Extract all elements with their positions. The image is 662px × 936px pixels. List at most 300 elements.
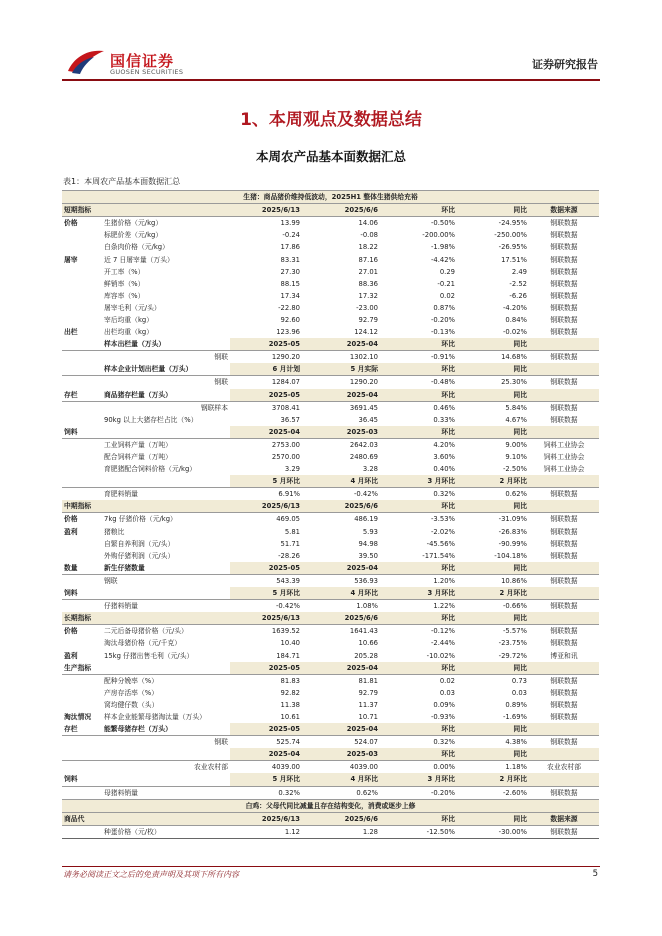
table-cell xyxy=(62,338,102,351)
table-cell: 样本企业能繁母猪淘汰量（万头） xyxy=(104,712,206,721)
table-cell: 钢联数据 xyxy=(550,490,578,499)
table-cell: 5.84% xyxy=(505,403,527,412)
table-subheader-row xyxy=(62,204,599,217)
table-cell: -200.00% xyxy=(422,231,455,240)
table-cell: 同比 xyxy=(457,562,529,575)
table-cell: 92.82 xyxy=(280,688,300,697)
table-cell: 469.05 xyxy=(276,515,300,524)
table-cell: -104.18% xyxy=(494,551,527,560)
table-cell: 36.45 xyxy=(358,415,378,424)
table-cell: 饲料 xyxy=(62,426,102,439)
table-cell: 5 月环比 xyxy=(230,773,302,786)
table-cell: 15kg 仔猪出售毛利（元/头） xyxy=(104,651,194,660)
table-cell: 产房存活率（%） xyxy=(104,688,159,697)
table-cell: 农业农村部 xyxy=(194,763,228,772)
table-cell: 钢联数据 xyxy=(550,243,578,252)
table-cell: 0.33% xyxy=(433,415,455,424)
table-cell: 钢联数据 xyxy=(550,738,578,747)
table-cell: 同比 xyxy=(457,723,529,736)
data-table xyxy=(62,190,599,839)
table-cell: 环比 xyxy=(380,662,457,675)
table-cell: 同比 xyxy=(457,812,529,825)
table-subheader-row xyxy=(62,662,599,675)
table-cell xyxy=(529,500,599,513)
table-cell: 同比 xyxy=(457,204,529,217)
table-cell xyxy=(62,376,102,389)
table-cell: -0.24 xyxy=(282,231,300,240)
table-row xyxy=(62,736,599,749)
table-cell: 17.86 xyxy=(280,243,300,252)
table-cell xyxy=(529,723,599,736)
table-cell: 环比 xyxy=(380,338,457,351)
table-cell: 钢联 xyxy=(104,576,118,585)
table-cell: -1.98% xyxy=(430,243,455,252)
table-row xyxy=(62,488,599,501)
table-cell: -4.42% xyxy=(430,255,455,264)
table-cell: 环比 xyxy=(380,204,457,217)
table-cell xyxy=(62,637,102,649)
table-cell: 同比 xyxy=(457,426,529,439)
table-cell: 5 月环比 xyxy=(230,475,302,488)
table-cell: 36.57 xyxy=(280,415,300,424)
table-cell: 2025-04 xyxy=(302,562,380,575)
data-table-container xyxy=(62,190,599,839)
table-cell: 盈利 xyxy=(64,651,78,660)
table-cell: 存栏 xyxy=(62,389,102,402)
table-cell xyxy=(102,500,230,513)
table-cell: 开工率（%） xyxy=(104,267,145,276)
table-subheader-row xyxy=(62,562,599,575)
table-cell: 出栏 xyxy=(64,328,78,337)
table-row xyxy=(62,414,599,426)
table-cell xyxy=(102,773,230,786)
table-cell xyxy=(529,562,599,575)
table-cell: -45.56% xyxy=(426,539,455,548)
table-cell: 屠宰毛利（元/头） xyxy=(104,303,161,312)
table-cell: 钢联数据 xyxy=(550,551,578,560)
table-cell: 2 月环比 xyxy=(457,475,529,488)
table-cell: 商品猪存栏量（万头） xyxy=(102,389,230,402)
table-cell: 库容率（%） xyxy=(104,291,145,300)
table-cell: 7kg 仔猪价格（元/kg） xyxy=(104,515,177,524)
page-number: 5 xyxy=(592,869,598,879)
table-cell: 1302.10 xyxy=(349,353,378,362)
table-cell xyxy=(62,786,102,799)
table-cell: 14.68% xyxy=(501,353,527,362)
table-cell: 2025/6/13 xyxy=(230,812,302,825)
table-cell: 2025-04 xyxy=(302,662,380,675)
table-cell: 2025-03 xyxy=(302,426,380,439)
table-cell: 4.20% xyxy=(433,440,455,449)
table-cell: 钢联数据 xyxy=(550,255,578,264)
table-cell: -90.99% xyxy=(498,539,527,548)
section-header-text: 白鸡：父母代同比减量且存在结构变化，消费或逐步上修 xyxy=(62,799,599,812)
table-cell: 486.19 xyxy=(354,515,378,524)
table-cell xyxy=(62,363,102,376)
table-cell: 51.71 xyxy=(280,539,300,548)
table-cell: 钢联 xyxy=(214,378,228,387)
table-cell: -0.42% xyxy=(275,602,300,611)
table-cell: 2025/6/13 xyxy=(230,204,302,217)
table-cell: 环比 xyxy=(380,426,457,439)
table-cell: -1.69% xyxy=(502,712,527,721)
table-subheader-row xyxy=(62,500,599,513)
table-cell: 1290.20 xyxy=(349,378,378,387)
table-cell: 钢联样本 xyxy=(200,403,228,412)
table-cell: 1290.20 xyxy=(271,353,300,362)
table-cell: -171.54% xyxy=(422,551,455,560)
table-cell: 数据来源 xyxy=(529,812,599,825)
table-cell: -0.21 xyxy=(437,279,455,288)
table-cell: 猪粮比 xyxy=(104,527,125,536)
table-cell xyxy=(62,574,102,587)
table-cell xyxy=(102,662,230,675)
table-cell: -2.50% xyxy=(502,465,527,474)
table-cell: 环比 xyxy=(380,812,457,825)
table-cell: -0.42% xyxy=(353,490,378,499)
table-subheader-row xyxy=(62,773,599,786)
table-row xyxy=(62,600,599,613)
table-cell: 83.31 xyxy=(280,255,300,264)
table-row xyxy=(62,513,599,526)
table-cell xyxy=(62,401,102,414)
table-cell: 2025-05 xyxy=(230,562,302,575)
table-row xyxy=(62,674,599,687)
table-cell: -0.66% xyxy=(502,602,527,611)
table-cell: 1.18% xyxy=(505,763,527,772)
table-row xyxy=(62,241,599,253)
table-row xyxy=(62,326,599,338)
table-cell: 母猪料销量 xyxy=(104,788,138,797)
header-divider xyxy=(62,79,600,81)
table-cell: 同比 xyxy=(457,612,529,625)
table-cell xyxy=(62,266,102,278)
table-cell: 农业农村部 xyxy=(547,763,582,772)
table-cell xyxy=(62,463,102,475)
table-cell xyxy=(62,290,102,302)
table-cell: 13.99 xyxy=(280,219,300,228)
table-cell xyxy=(529,662,599,675)
table-cell: 3 月环比 xyxy=(380,773,457,786)
footer-disclaimer: 请务必阅读正文之后的免责声明及其项下所有内容 xyxy=(63,870,239,879)
page-header xyxy=(0,0,662,80)
table-cell: 同比 xyxy=(457,338,529,351)
table-cell: 4 月环比 xyxy=(302,587,380,600)
section-title: 1、本周观点及数据总结 xyxy=(240,110,422,130)
table-cell: 环比 xyxy=(380,562,457,575)
table-cell: 环比 xyxy=(380,363,457,376)
table-row xyxy=(62,217,599,230)
table-cell: 17.32 xyxy=(358,291,378,300)
table-cell: 环比 xyxy=(380,612,457,625)
table-cell: 外购仔猪利润（元/头） xyxy=(104,551,175,560)
table-cell: 出栏均重（kg） xyxy=(104,328,154,337)
table-cell xyxy=(529,389,599,402)
table-cell: 1.20% xyxy=(433,576,455,585)
table-cell: 仔猪料销量 xyxy=(104,602,138,611)
table-cell: 近 7 日屠宰量（万头） xyxy=(104,255,174,264)
table-row xyxy=(62,550,599,562)
table-cell: 2025-05 xyxy=(230,389,302,402)
table-cell xyxy=(62,314,102,326)
table-cell: 2025-04 xyxy=(302,389,380,402)
table-cell: 样本企业计划出栏量（万头） xyxy=(102,363,230,376)
table-row xyxy=(62,574,599,587)
table-cell: 二元后备母猪价格（元/头） xyxy=(104,627,188,636)
table-cell: -31.09% xyxy=(498,515,527,524)
table-cell: 2753.00 xyxy=(271,440,300,449)
table-cell: 10.86% xyxy=(501,576,527,585)
table-cell: 钢联数据 xyxy=(550,576,578,585)
table-cell: 17.51% xyxy=(501,255,527,264)
table-cell: 0.73 xyxy=(511,676,527,685)
table-cell: -0.02% xyxy=(502,328,527,337)
table-cell: 钢联数据 xyxy=(550,539,578,548)
table-cell: 2025-04 xyxy=(230,748,302,761)
table-cell: 2642.03 xyxy=(349,440,378,449)
table-cell: 1639.52 xyxy=(271,627,300,636)
table-cell: 生猪价格（元/kg） xyxy=(104,219,163,228)
data-table-body xyxy=(62,191,599,839)
table-cell: 0.00% xyxy=(433,763,455,772)
table-cell xyxy=(529,338,599,351)
table-cell xyxy=(62,475,102,488)
table-cell: 价格 xyxy=(64,219,78,228)
table-cell: 4039.00 xyxy=(349,763,378,772)
table-cell: -2.44% xyxy=(430,639,455,648)
table-cell: 钢联数据 xyxy=(550,712,578,721)
table-row xyxy=(62,649,599,661)
table-cell xyxy=(62,825,102,838)
table-cell: 钢联数据 xyxy=(550,328,578,337)
table-cell: 1641.43 xyxy=(349,627,378,636)
table-cell: 5 月环比 xyxy=(230,587,302,600)
table-cell: 10.71 xyxy=(358,712,378,721)
table-cell: 9.00% xyxy=(505,440,527,449)
table-subheader-row xyxy=(62,812,599,825)
table-subheader-row xyxy=(62,363,599,376)
table-cell: 2025/6/13 xyxy=(230,500,302,513)
table-row xyxy=(62,401,599,414)
table-row xyxy=(62,687,599,699)
table-section-header xyxy=(62,799,599,812)
table-cell: -2.52 xyxy=(509,279,527,288)
table-cell: 2025-05 xyxy=(230,338,302,351)
table-cell: 3.60% xyxy=(433,453,455,462)
table-cell: 宰后均重（kg） xyxy=(104,315,154,324)
table-cell xyxy=(102,204,230,217)
table-cell: 1.12 xyxy=(230,825,302,838)
table-row xyxy=(62,376,599,389)
table-cell: 2025-05 xyxy=(230,662,302,675)
table-cell: 价格 xyxy=(64,627,78,636)
table-cell: 1.22% xyxy=(433,602,455,611)
report-type: 证券研究报告 xyxy=(532,58,598,71)
table-subheader-row xyxy=(62,389,599,402)
table-cell: 环比 xyxy=(380,500,457,513)
table-cell xyxy=(62,674,102,687)
table-cell: 4 月环比 xyxy=(302,773,380,786)
table-cell: -3.53% xyxy=(430,515,455,524)
table-cell: 钢联数据 xyxy=(550,639,578,648)
table-row xyxy=(62,266,599,278)
table-cell: 11.38 xyxy=(280,700,300,709)
table-cell: 配合饲料产量（万吨） xyxy=(104,453,172,462)
table-subheader-row xyxy=(62,723,599,736)
table-cell: 同比 xyxy=(457,662,529,675)
table-cell xyxy=(62,451,102,463)
table-subheader-row xyxy=(62,426,599,439)
table-cell: 2025/6/6 xyxy=(302,500,380,513)
table-cell: 27.01 xyxy=(358,267,378,276)
table-cell: 4039.00 xyxy=(271,763,300,772)
table-cell: -29.72% xyxy=(498,651,527,660)
table-cell: 11.37 xyxy=(358,700,378,709)
table-cell: 环比 xyxy=(380,723,457,736)
table-cell: 2025/6/6 xyxy=(302,204,380,217)
table-cell: -0.08 xyxy=(360,231,378,240)
table-cell: 短期指标 xyxy=(62,204,102,217)
table-cell xyxy=(62,278,102,290)
table-cell: 饲料 xyxy=(62,587,102,600)
table-cell: 饲料工业协会 xyxy=(543,440,585,449)
table-cell: 数量 xyxy=(62,562,102,575)
table-cell: 能繁母猪存栏（万头） xyxy=(102,723,230,736)
table-cell: 0.02 xyxy=(439,676,455,685)
table-cell: 4.67% xyxy=(505,415,527,424)
table-cell: -0.91% xyxy=(430,353,455,362)
table-cell: 92.79 xyxy=(358,315,378,324)
table-cell: -4.20% xyxy=(502,303,527,312)
table-cell: 4 月环比 xyxy=(302,475,380,488)
table-row xyxy=(62,761,599,774)
table-cell: 盈利 xyxy=(64,527,78,536)
table-cell: -24.95% xyxy=(498,219,527,228)
table-row xyxy=(62,290,599,302)
table-cell: 同比 xyxy=(457,363,529,376)
table-cell xyxy=(62,438,102,451)
table-cell: -26.95% xyxy=(498,243,527,252)
table-row xyxy=(62,314,599,326)
table-row xyxy=(62,699,599,711)
table-cell: -5.57% xyxy=(502,627,527,636)
table-cell: 钢联数据 xyxy=(550,788,578,797)
table-cell: -10.02% xyxy=(426,651,455,660)
table-title: 本周农产品基本面数据汇总 xyxy=(255,149,406,164)
table-cell: 育肥猪配合饲料价格（元/kg） xyxy=(104,465,197,474)
table-cell: 窝均健仔数（头） xyxy=(104,700,159,709)
table-cell: 10.40 xyxy=(280,639,300,648)
table-cell: 钢联数据 xyxy=(550,688,578,697)
table-cell xyxy=(62,600,102,613)
table-cell: 3708.41 xyxy=(271,403,300,412)
table-cell: 88.15 xyxy=(280,279,300,288)
table-cell: 0.62% xyxy=(505,490,527,499)
table-cell: 钢联数据 xyxy=(550,602,578,611)
table-cell: 6 月计划 xyxy=(230,363,302,376)
table-cell xyxy=(529,748,599,761)
table-cell xyxy=(62,748,102,761)
table-cell: 6.91% xyxy=(278,490,300,499)
table-cell: 1.08% xyxy=(356,602,378,611)
table-cell xyxy=(102,612,230,625)
table-cell: 钢联数据 xyxy=(550,303,578,312)
table-cell xyxy=(62,414,102,426)
section-header-text: 生猪：商品猪价维持低波动，2025H1 整体生猪供给充裕 xyxy=(62,191,599,204)
table-cell: 种蛋价格（元/枚） xyxy=(102,825,230,838)
table-cell: 123.96 xyxy=(276,328,300,337)
table-cell: 3 月环比 xyxy=(380,587,457,600)
table-cell: 0.29 xyxy=(439,267,455,276)
table-cell: 钢联数据 xyxy=(550,415,578,424)
table-cell: 2025-03 xyxy=(302,748,380,761)
table-cell: 钢联数据 xyxy=(550,353,578,362)
table-cell: 184.71 xyxy=(276,651,300,660)
table-cell: 5 月实际 xyxy=(302,363,380,376)
table-cell: -0.48% xyxy=(430,378,455,387)
table-cell: -28.26 xyxy=(278,551,300,560)
table-cell: 钢联数据 xyxy=(550,378,578,387)
table-cell xyxy=(529,363,599,376)
table-cell: 标肥价差（元/kg） xyxy=(104,231,163,240)
table-cell: 同比 xyxy=(457,389,529,402)
table-cell xyxy=(62,241,102,253)
table-cell: 2025-04 xyxy=(230,426,302,439)
table-cell: 5.81 xyxy=(284,527,300,536)
table-cell: -0.12% xyxy=(430,627,455,636)
table-cell: 钢联数据 xyxy=(550,627,578,636)
table-cell: -26.83% xyxy=(498,527,527,536)
table-cell xyxy=(62,302,102,314)
table-row xyxy=(62,278,599,290)
table-cell: 5.93 xyxy=(362,527,378,536)
table-cell: -2.60% xyxy=(502,788,527,797)
table-cell: 92.60 xyxy=(280,315,300,324)
table-cell: 524.07 xyxy=(354,738,378,747)
table-cell: 2480.69 xyxy=(349,453,378,462)
table-cell: 0.89% xyxy=(505,700,527,709)
table-cell xyxy=(62,229,102,241)
table-cell: 88.36 xyxy=(358,279,378,288)
table-cell: 10.61 xyxy=(280,712,300,721)
footer-divider xyxy=(62,866,600,867)
table-cell: 0.46% xyxy=(433,403,455,412)
table-cell xyxy=(102,475,230,488)
table-cell: 饲料 xyxy=(62,773,102,786)
table-cell: -2.02% xyxy=(430,527,455,536)
table-cell: 81.83 xyxy=(280,676,300,685)
table-section-header xyxy=(62,191,599,204)
table-cell: 钢联数据 xyxy=(550,219,578,228)
table-row xyxy=(62,786,599,799)
table-cell: -23.00 xyxy=(356,303,378,312)
table-cell: 2025-04 xyxy=(302,338,380,351)
table-cell: 钢联数据 xyxy=(550,279,578,288)
table-cell: 钢联数据 xyxy=(529,825,599,838)
table-cell: 2025/6/6 xyxy=(302,812,380,825)
table-cell: -23.75% xyxy=(498,639,527,648)
table-cell xyxy=(62,351,102,364)
table-cell: 205.28 xyxy=(354,651,378,660)
table-cell: 9.10% xyxy=(505,453,527,462)
table-cell: 价格 xyxy=(64,515,78,524)
table-cell: 0.03 xyxy=(439,688,455,697)
table-row xyxy=(62,253,599,265)
table-cell: 18.22 xyxy=(358,243,378,252)
table-cell: 124.12 xyxy=(354,328,378,337)
table-row xyxy=(62,637,599,649)
table-cell: 2025-04 xyxy=(302,723,380,736)
